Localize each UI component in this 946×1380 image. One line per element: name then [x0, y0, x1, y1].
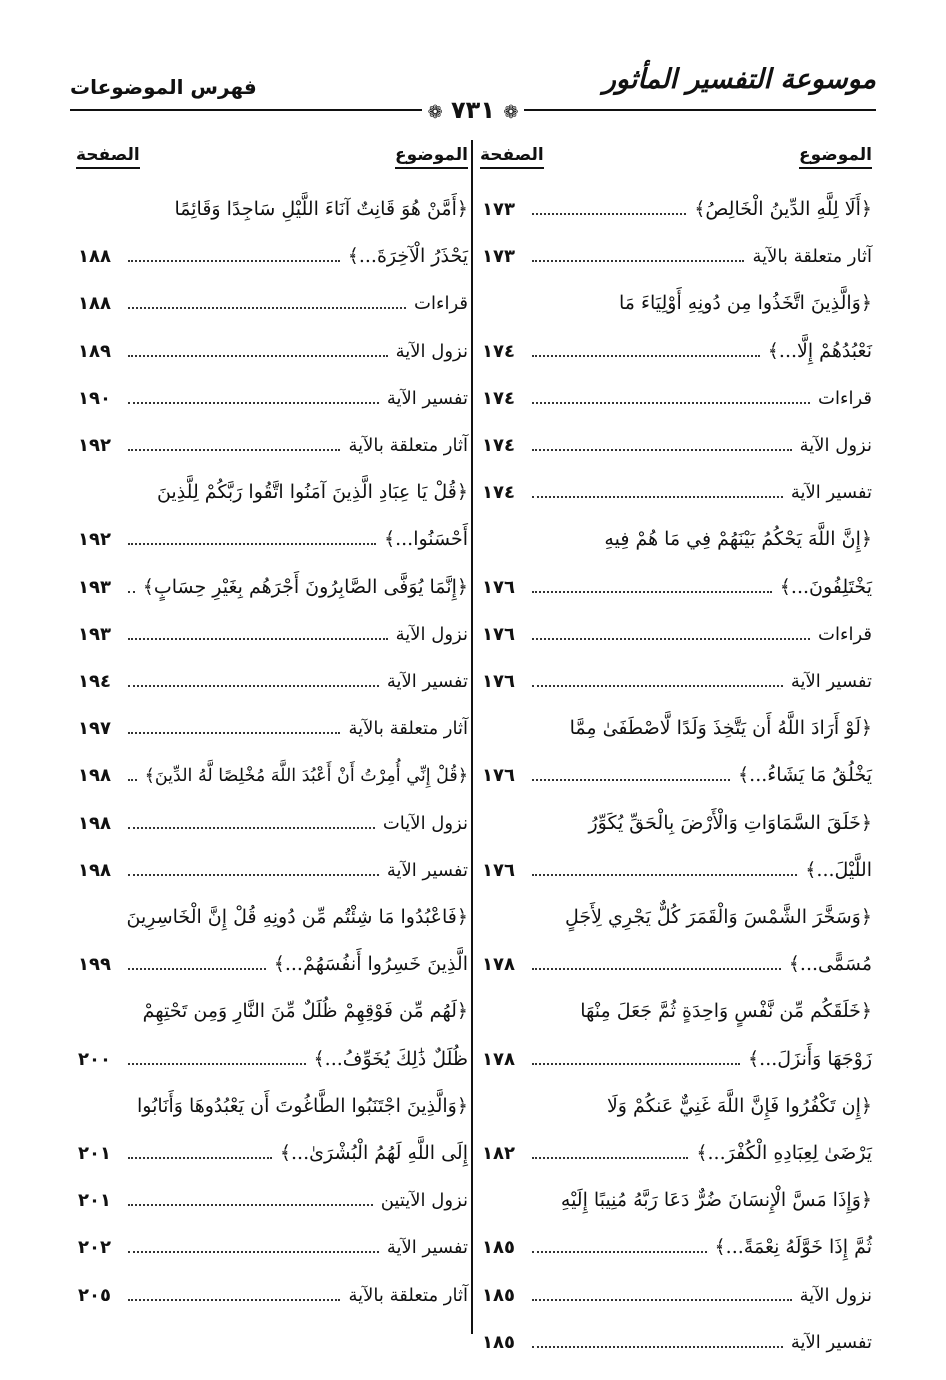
index-entry	[72, 1270, 468, 1310]
dot-leader	[128, 638, 388, 640]
index-entry	[476, 326, 872, 366]
verse-text: ﴿وَإِذَا مَسَّ الْإِنسَانَ ضُرٌّ دَعَا رَبَّهُ مُنِيبًا إِلَيْهِ	[560, 1189, 872, 1212]
page-ref: ١٧٣	[482, 246, 515, 268]
topic-text: تفسير الآية	[386, 671, 468, 692]
page-ref: ١٧٦	[482, 765, 515, 787]
page-ref: ١٩٨	[78, 859, 111, 881]
verse-text: يَرْضَىٰ لِعِبَادِهِ الْكُفْرَ...﴾	[696, 1142, 872, 1164]
dot-leader	[532, 779, 730, 781]
verse-text: ﴿فَاعْبُدُوا مَا شِئْتُم مِّن دُونِهِ قُلْ إِنَّ الْخَاسِرِينَ	[126, 906, 468, 928]
verse-text: ﴿لَوْ أَرَادَ اللَّهُ أَن يَتَّخِذَ وَلَدًا لَّاصْطَفَىٰ مِمَّا	[569, 717, 872, 740]
index-entry	[72, 1034, 468, 1074]
page-ref: ١٩٠	[78, 387, 111, 409]
topic-text: تفسير الآية	[386, 859, 468, 881]
index-entry	[476, 609, 872, 649]
verse-text: ظُلَلٌ ذَٰلِكَ يُخَوِّفُ...﴾	[313, 1047, 468, 1070]
index-entry	[72, 278, 468, 318]
dot-leader	[532, 874, 797, 876]
page-header-label: الصفحة	[76, 145, 140, 169]
page-ref: ١٨٢	[482, 1143, 515, 1164]
header-rule-right	[524, 109, 876, 111]
verse-text: ﴿إِنَّمَا يُوَفَّى الصَّابِرُونَ أَجْرَهُم بِغَيْرِ حِسَابٍ﴾	[142, 575, 468, 598]
dot-leader	[532, 968, 781, 970]
dot-leader	[128, 355, 388, 357]
page-ref: ١٨٥	[482, 1331, 515, 1353]
index-entry	[72, 798, 468, 838]
dot-leader	[128, 779, 137, 781]
index-entry	[72, 703, 468, 743]
index-entry	[476, 750, 872, 790]
dot-leader	[532, 591, 772, 593]
index-entry-continuation	[476, 278, 872, 318]
index-entry	[476, 420, 872, 460]
index-entry	[72, 562, 468, 602]
index-entry	[476, 939, 872, 979]
index-entry	[72, 373, 468, 413]
index-entry	[72, 326, 468, 366]
index-entry	[476, 562, 872, 602]
page-ref: ١٧٦	[482, 623, 515, 645]
index-entry	[72, 939, 468, 979]
verse-text: ﴿أَمَّنْ هُوَ قَانِتٌ آنَاءَ اللَّيْلِ سَاجِدًا وَقَائِمًا	[174, 198, 468, 220]
dot-leader	[128, 402, 379, 404]
index-entry	[476, 1034, 872, 1074]
index-entry	[476, 1270, 872, 1310]
page-ref: ١٨٩	[78, 340, 111, 362]
topic-text: قراءات	[818, 623, 872, 645]
header-rule-left	[70, 109, 422, 111]
dot-leader	[128, 449, 340, 451]
page-ref: ٢٠١	[78, 1143, 111, 1164]
verse-text: اللَّيْلَ...﴾	[805, 858, 872, 881]
page-ref: ١٩٣	[78, 623, 111, 645]
page-ref: ١٧٦	[482, 859, 515, 881]
dot-leader	[532, 1299, 792, 1301]
column-header	[72, 140, 468, 180]
verse-text: ﴿أَلَا لِلَّهِ الدِّينُ الْخَالِصُ﴾	[694, 198, 872, 220]
dot-leader	[128, 1063, 306, 1065]
index-entry	[476, 1317, 872, 1357]
verse-text: يَخْلُقُ مَا يَشَاءُ...﴾	[738, 764, 872, 787]
page-ref: ١٩٤	[78, 671, 111, 692]
dot-leader	[532, 355, 760, 357]
index-entry	[72, 1175, 468, 1215]
page-ref: ١٨٨	[78, 246, 111, 268]
dot-leader	[128, 307, 406, 309]
index-entry-continuation	[476, 514, 872, 554]
page-ref: ١٧٤	[482, 340, 515, 362]
dot-leader	[128, 1299, 340, 1301]
index-entry-continuation	[476, 703, 872, 743]
verse-text: الَّذِينَ خَسِرُوا أَنفُسَهُمْ...﴾	[273, 953, 468, 976]
section-title: فهرس الموضوعات	[70, 75, 257, 99]
index-entry	[72, 231, 468, 271]
page-ref: ٢٠٠	[78, 1048, 111, 1070]
page-ref: ١٩٢	[78, 529, 111, 551]
dot-leader	[532, 1251, 707, 1253]
topic-header: الموضوع	[395, 145, 468, 169]
page-number	[422, 96, 524, 124]
page-ref: ١٩٣	[78, 576, 111, 598]
topic-text: آثار متعلقة بالآية	[348, 435, 468, 456]
topic-text: آثار متعلقة بالآية	[348, 1284, 468, 1306]
topic-text: نزول الآية	[395, 340, 468, 362]
index-entry	[476, 656, 872, 696]
index-entry	[72, 1128, 468, 1168]
dot-leader	[128, 1251, 379, 1253]
topic-text: نزول الآية	[395, 623, 468, 645]
verse-text: ﴿خَلَقَكُم مِّن نَّفْسٍ وَاحِدَةٍ ثُمَّ جَعَلَ مِنْهَا	[580, 1000, 872, 1023]
index-entry-continuation	[72, 467, 468, 507]
topic-text: قراءات	[414, 293, 468, 315]
page-ref: ١٨٥	[482, 1284, 515, 1306]
topic-text: نزول الآية	[799, 1284, 872, 1306]
index-entry	[476, 184, 872, 224]
index-entry	[476, 1128, 872, 1168]
dot-leader	[532, 638, 810, 640]
index-entry-continuation	[72, 1081, 468, 1121]
page-ref: ١٧٤	[482, 387, 515, 409]
dot-leader	[532, 213, 686, 215]
dot-leader	[128, 1157, 272, 1159]
dot-leader	[532, 449, 792, 451]
verse-text: أَحْسَنُوا...﴾	[383, 528, 468, 551]
verse-text: ﴿وَسَخَّرَ الشَّمْسَ وَالْقَمَرَ كُلٌّ يَجْرِي لِأَجَلٍ	[564, 906, 872, 928]
index-entry-continuation	[476, 798, 872, 838]
verse-text: إِلَى اللَّهِ لَهُمُ الْبُشْرَىٰ...﴾	[279, 1142, 468, 1164]
index-entry-continuation	[476, 892, 872, 932]
verse-text: نَعْبُدُهُمْ إِلَّا...﴾	[767, 339, 872, 362]
index-entry	[72, 420, 468, 460]
verse-text: ثُمَّ إِذَا خَوَّلَهُ نِعْمَةً...﴾	[714, 1236, 872, 1259]
index-entry	[72, 656, 468, 696]
dot-leader	[532, 1346, 783, 1348]
page-number-value: ٧٣١	[451, 96, 495, 124]
page-ref: ١٧٦	[482, 671, 515, 692]
page-header	[70, 60, 876, 132]
topic-text: قراءات	[818, 387, 872, 409]
verse-text: مُسَمًّى...﴾	[788, 953, 872, 976]
page-ref: ١٧٨	[482, 954, 515, 976]
dot-leader	[128, 1204, 373, 1206]
page-ref: ٢٠١	[78, 1190, 111, 1212]
column-header	[476, 140, 872, 180]
column-divider	[471, 140, 473, 1334]
dot-leader	[532, 1157, 688, 1159]
topic-text: آثار متعلقة بالآية	[348, 718, 468, 740]
page-ref: ١٧٤	[482, 482, 515, 504]
index-entry	[476, 373, 872, 413]
topic-header: الموضوع	[799, 145, 872, 169]
index-entry-continuation	[72, 184, 468, 224]
page-ref: ١٧٤	[482, 435, 515, 456]
dot-leader	[128, 827, 375, 829]
topic-text: نزول الآية	[799, 435, 872, 456]
index-entry-continuation	[476, 1081, 872, 1121]
topic-text: تفسير الآية	[386, 387, 468, 409]
dot-leader	[128, 874, 379, 876]
page-ref: ٢٠٢	[78, 1237, 111, 1259]
page-ref: ٢٠٥	[78, 1284, 111, 1306]
index-entry	[72, 609, 468, 649]
page-ref: ١٨٨	[78, 293, 111, 315]
page-ref: ١٨٥	[482, 1237, 515, 1259]
index-entry	[72, 514, 468, 554]
verse-text: زَوْجَهَا وَأَنزَلَ...﴾	[748, 1047, 872, 1070]
verse-text: ﴿إِنَّ اللَّهَ يَحْكُمُ بَيْنَهُمْ فِي مَا هُمْ فِيهِ	[604, 528, 872, 551]
dot-leader	[128, 685, 379, 687]
index-entry	[476, 467, 872, 507]
verse-text: ﴿قُلْ إِنِّي أُمِرْتُ أَنْ أَعْبُدَ اللَّهَ مُخْلِصًا لَّهُ الدِّينَ﴾	[144, 766, 468, 787]
verse-text: ﴿وَالَّذِينَ اجْتَنَبُوا الطَّاغُوتَ أَن يَعْبُدُوهَا وَأَنَابُوا	[137, 1094, 468, 1117]
page-ref: ١٩٩	[78, 954, 111, 976]
topic-text: آثار متعلقة بالآية	[752, 246, 872, 268]
verse-text: ﴿إِن تَكْفُرُوا فَإِنَّ اللَّهَ غَنِيٌّ عَنكُمْ وَلَا	[606, 1094, 872, 1117]
ornament-icon: ❁	[503, 102, 519, 123]
dot-leader	[532, 685, 783, 687]
topic-text: نزول الآيات	[382, 812, 468, 834]
index-entry-continuation	[476, 986, 872, 1026]
page-ref: ١٩٨	[78, 812, 111, 834]
dot-leader	[128, 260, 340, 262]
index-entry-continuation	[476, 1175, 872, 1215]
page-ref: ١٩٧	[78, 718, 111, 740]
topic-text: تفسير الآية	[790, 671, 872, 692]
dot-leader	[128, 543, 376, 545]
verse-text: يَخْتَلِفُونَ...﴾	[779, 575, 872, 598]
ornament-icon: ❁	[427, 102, 443, 123]
page-ref: ١٩٢	[78, 435, 111, 456]
topic-text: تفسير الآية	[790, 1331, 872, 1353]
page-ref: ١٧٣	[482, 199, 515, 220]
dot-leader	[532, 402, 810, 404]
index-entry	[476, 231, 872, 271]
dot-leader	[128, 968, 266, 970]
dot-leader	[532, 496, 783, 498]
dot-leader	[128, 591, 135, 593]
page-header-label: الصفحة	[480, 145, 544, 169]
page-ref: ١٧٦	[482, 576, 515, 598]
index-entry	[476, 1222, 872, 1262]
topic-text: تفسير الآية	[790, 482, 872, 504]
dot-leader	[532, 260, 744, 262]
book-title: موسوعة التفسير المأثور	[602, 64, 876, 95]
topic-text: تفسير الآية	[386, 1237, 468, 1259]
page-ref: ١٧٨	[482, 1048, 515, 1070]
verse-text: ﴿وَالَّذِينَ اتَّخَذُوا مِن دُونِهِ أَوْلِيَاءَ مَا	[619, 292, 872, 315]
index-entry	[72, 750, 468, 790]
page-ref: ١٩٨	[78, 765, 111, 787]
dot-leader	[128, 732, 340, 734]
index-entry-continuation	[72, 986, 468, 1026]
index-entry	[72, 845, 468, 885]
index-entry	[72, 1222, 468, 1262]
verse-text: ﴿لَهُم مِّن فَوْقِهِمْ ظُلَلٌ مِّنَ النَّارِ وَمِن تَحْتِهِمْ	[142, 1000, 468, 1023]
verse-text: ﴿خَلَقَ السَّمَاوَاتِ وَالْأَرْضَ بِالْحَقِّ يُكَوِّرُ	[588, 811, 872, 834]
verse-text: يَحْذَرُ الْآخِرَةَ...﴾	[347, 245, 468, 268]
topic-text: نزول الآيتين	[380, 1190, 468, 1212]
index-entry-continuation	[72, 892, 468, 932]
verse-text: ﴿قُلْ يَا عِبَادِ الَّذِينَ آمَنُوا اتَّقُوا رَبَّكُمْ لِلَّذِينَ	[156, 481, 468, 504]
dot-leader	[532, 1063, 740, 1065]
index-entry	[476, 845, 872, 885]
